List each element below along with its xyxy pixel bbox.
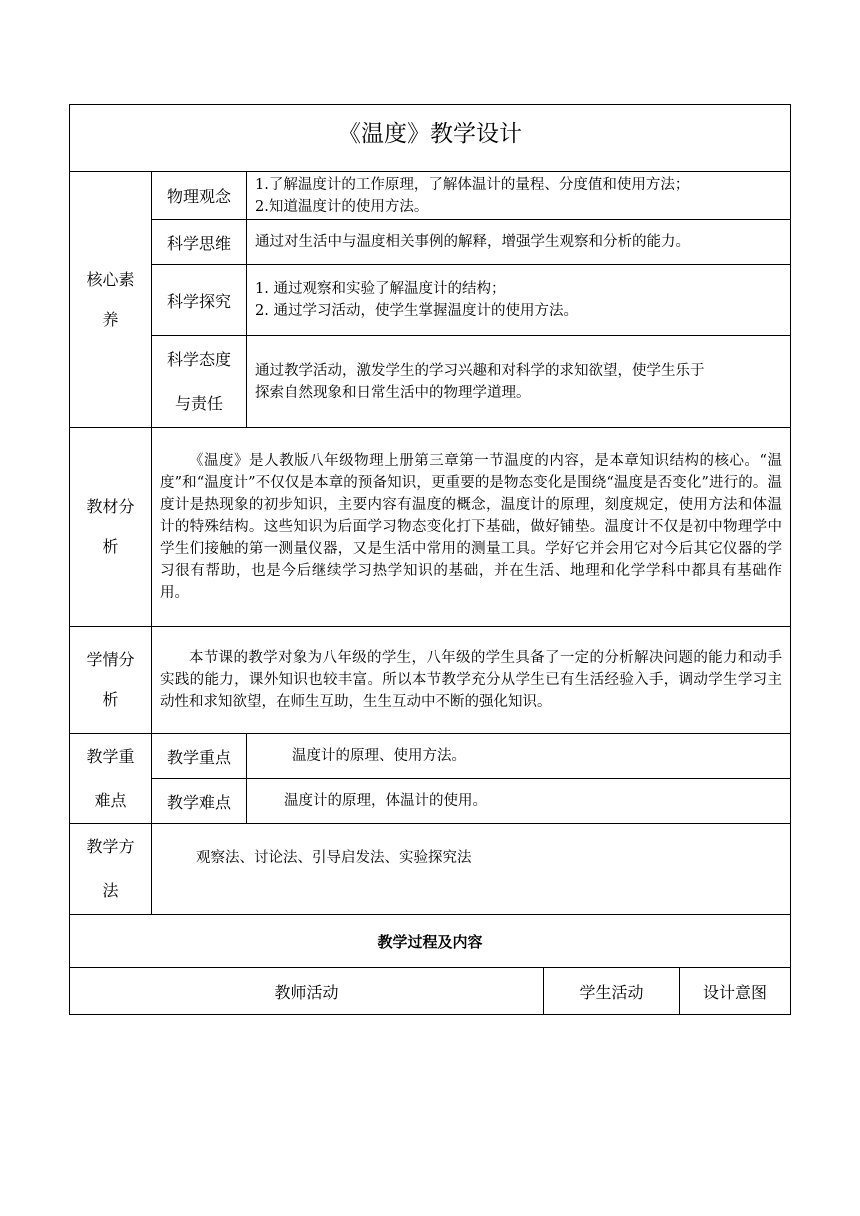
- material-analysis-content: [152, 428, 790, 626]
- content-line: 通过对生活中与温度相关事例的解释，增强学生观察和分析的能力。: [255, 234, 690, 250]
- scientific-thinking-content: [247, 220, 790, 264]
- teaching-methods-label: [70, 824, 151, 914]
- label-text: 科学探究: [166, 291, 231, 311]
- student-analysis-content: [152, 627, 790, 733]
- physics-concept-content: [247, 172, 790, 219]
- label-text: 教学重点: [166, 747, 231, 767]
- rule: [69, 1014, 791, 1015]
- student-activity-header: [544, 968, 679, 1014]
- content-line: 通过教学活动，激发学生的学习兴趣和对科学的求知欲望，使学生乐于: [255, 362, 705, 379]
- content-line: 探索自然现象和日常生活中的物理学道理。: [255, 384, 531, 401]
- content-line: 温度计的原理、使用方法。: [292, 748, 466, 764]
- label-line: 法: [102, 881, 119, 900]
- physics-concept-label: [152, 172, 246, 219]
- student-analysis-text: 本节课的教学对象为八年级的学生，八年级的学生具备了一定的分析解决问题的能力和动手实践的能力，课外知识也较丰富。所以本节教学充分从学生已有生活经验入手，调动学生学习主动性和求知欲望，在师生互助，生生互动中不断的强化知识。: [160, 650, 782, 710]
- title-text: 《温度》教学设计: [338, 120, 522, 147]
- teaching-methods-content: [152, 824, 790, 892]
- difficult-point-content: [247, 779, 790, 823]
- difficult-point-label: [152, 779, 246, 823]
- label-line: 析: [102, 690, 119, 709]
- heading-text: 教学过程及内容: [377, 932, 483, 951]
- label-line: 析: [102, 537, 119, 556]
- material-analysis-label: [70, 428, 151, 626]
- content-line: 1.了解温度计的工作原理，了解体温计的量程、分度值和使用方法；: [255, 176, 690, 193]
- student-analysis-label: [70, 627, 151, 733]
- label-line: 教学方: [86, 837, 135, 856]
- content-line: 温度计的原理，体温计的使用。: [284, 793, 487, 809]
- label-line: 教材分: [86, 497, 135, 516]
- content-line: 2. 通过学习活动，使学生掌握温度计的使用方法。: [255, 303, 578, 319]
- label-line: 难点: [94, 790, 127, 810]
- header-text: 设计意图: [702, 982, 767, 1002]
- header-text: 教师活动: [274, 982, 339, 1002]
- label-line: 教学重: [86, 746, 135, 766]
- scientific-inquiry-label: [152, 265, 246, 335]
- scientific-thinking-label: [152, 220, 246, 264]
- label-line: 核心素: [86, 269, 135, 289]
- label-line: 学情分: [86, 650, 135, 669]
- key-point-content: [247, 734, 790, 778]
- label-text: 教学难点: [166, 792, 231, 812]
- rule: [790, 104, 791, 1015]
- label-text: 物理观念: [166, 187, 231, 206]
- key-point-label: [152, 734, 246, 778]
- page-title: [70, 105, 790, 157]
- label-line: 科学态度: [166, 349, 231, 369]
- design-intent-header: [680, 968, 790, 1014]
- key-difficult-label: [70, 734, 151, 823]
- scientific-attitude-content: [247, 336, 790, 427]
- core-literacy-label: [70, 172, 151, 427]
- scientific-inquiry-content: [247, 265, 790, 335]
- content-line: 观察法、讨论法、引导启发法、实验探究法: [196, 850, 472, 866]
- label-line: 与责任: [174, 393, 223, 413]
- teacher-activity-header: [70, 968, 543, 1014]
- content-line: 2.知道温度计的使用方法。: [255, 198, 429, 215]
- material-analysis-text: 《温度》是人教版八年级物理上册第三章第一节温度的内容，是本章知识结构的核心。“温度”和“温度计”不仅仅是本章的预备知识，更重要的是物态变化是围绕“温度是否变化”进行的。温度计是热现象的初步知识，主要内容有温度的概念，温度计的原理，刻度规定，使用方法和体温计的特殊结构。这些知识为后面学习物态变化打下基础，做好铺垫。温度计不仅是初中物理学中学生们接触的第一测量仪器，又是生活中常用的测量工具。学好它并会用它对今后其它仪器的学习很有帮助，也是今后继续学习热学知识的基础，并在生活、地理和化学学科中都具有基础作用。: [160, 453, 782, 601]
- label-line: 养: [102, 309, 119, 329]
- header-text: 学生活动: [579, 982, 644, 1002]
- process-heading: [70, 915, 790, 967]
- scientific-attitude-label: [152, 336, 246, 427]
- label-text: 科学思维: [166, 233, 231, 253]
- content-line: 1. 通过观察和实验了解温度计的结构；: [255, 281, 506, 297]
